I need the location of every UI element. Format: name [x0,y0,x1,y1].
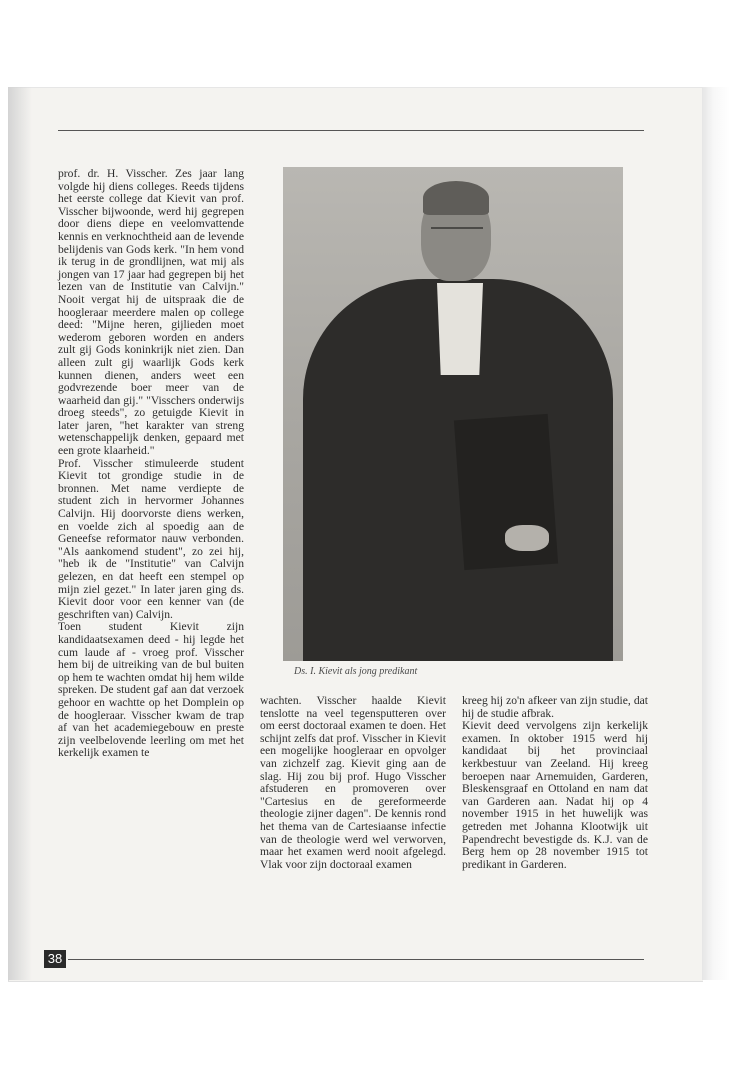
text-column-right [462,695,648,871]
header-rule [58,130,644,131]
paragraph: wachten. Visscher haalde Kievit tenslotte na veel tegensputteren over om eerst doctoraal examen te doen. Het schijnt zelfs dat prof. Visscher in Kievit een mogelijke hoogleraar en opvolger van zichzelf zag. Kievit ging aan de slag. Hij zou bij prof. Hugo Visscher afstuderen en promoveren over "Cartesius en de gereformeerde theologie zijner dagen". De kennis rond het thema van de Cartesiaanse infectie van de theologie werd wel verworven, maar het examen werd nooit afgelegd. Vlak voor zijn doctoraal examen [260,694,446,871]
spine-shadow [8,87,32,980]
paragraph: kreeg hij zo'n afkeer van zijn studie, dat hij de studie afbrak. [462,694,648,720]
page-edge [702,87,730,980]
text-column-left [58,168,244,760]
page-number: 38 [44,950,66,968]
photo-hand [505,525,549,551]
footer-rule [68,959,644,960]
photo-glasses [431,227,483,241]
text-column-middle [260,695,446,871]
paragraph: Prof. Visscher stimuleerde student Kievit tot grondige studie in de bronnen. Met name verdiepte de student zich in hervormer Johannes Calvijn. Hij doorvorste diens werken, en voelde zich al spoedig aan de Geneefse reformator nauw verbonden. "Als aankomend student", zo zei hij, "heb ik de "Institutie" van Calvijn gelezen, en dat heeft een stempel op mijn ziel gezet." In later jaren ging ds. Kievit door voor een kenner van (de geschriften van) Calvijn. [58,456,244,621]
paragraph: Toen student Kievit zijn kandidaatsexamen deed - hij legde het cum laude af - vroeg prof. Visscher hem bij de uitreiking van de bul buiten op hem te wachten omdat hij hem wilde spreken. De student gaf aan dat verzoek gehoor en wachtte op het Domplein op de hoogleraar. Visscher kwam de trap af van het academiegebouw en preste zijn veelbelovende leerling om met het kerkelijk examen te [58,620,244,760]
photo-caption: Ds. I. Kievit als jong predikant [294,666,418,677]
paragraph: prof. dr. H. Visscher. Zes jaar lang volgde hij diens colleges. Reeds tijdens het eerste college dat Kievit van prof. Visscher bijwoonde, werd hij gegrepen door diens diepe en veelomvattende kennis en verknochtheid aan de levende belijdenis van Gods kerk. "In hem vond ik terug in de grondlijnen, wat mij als jongen van 17 jaar had gegrepen bij het lezen van de Institutie van Calvijn." Nooit vergat hij de uitspraak die de hoogleraar meerdere malen op college deed: "Mijne heren, gijlieden moet wederom geboren worden en anders zult gij Gods koninkrijk niet zien. Dan alleen zult gij waarlijk Gods kerk kunnen dienen, anders weet een godvrezende boer meer van de waarheid dan gij." "Visschers onderwijs droeg steeds", zo getuigde Kievit in later jaren, "het karakter van streng wetenschappelijk denken, gepaard met een grote klaarheid." [58,167,244,458]
portrait-photo [283,167,623,661]
photo-hair [423,181,489,215]
photo-bands [437,283,483,375]
paragraph: Kievit deed vervolgens zijn kerkelijk examen. In oktober 1915 werd hij kandidaat bij het provinciaal kerkbestuur van Zeeland. Hij kreeg beroepen naar Arnemuiden, Garderen, Bleskensgraaf en Ottoland en nam dat van Garderen aan. Nadat hij op 4 november 1915 in het huwelijk was getreden met Johanna Klootwijk uit Papendrecht bevestigde ds. K.J. van de Berg hem op 28 november 1915 tot predikant in Garderen. [462,719,648,871]
